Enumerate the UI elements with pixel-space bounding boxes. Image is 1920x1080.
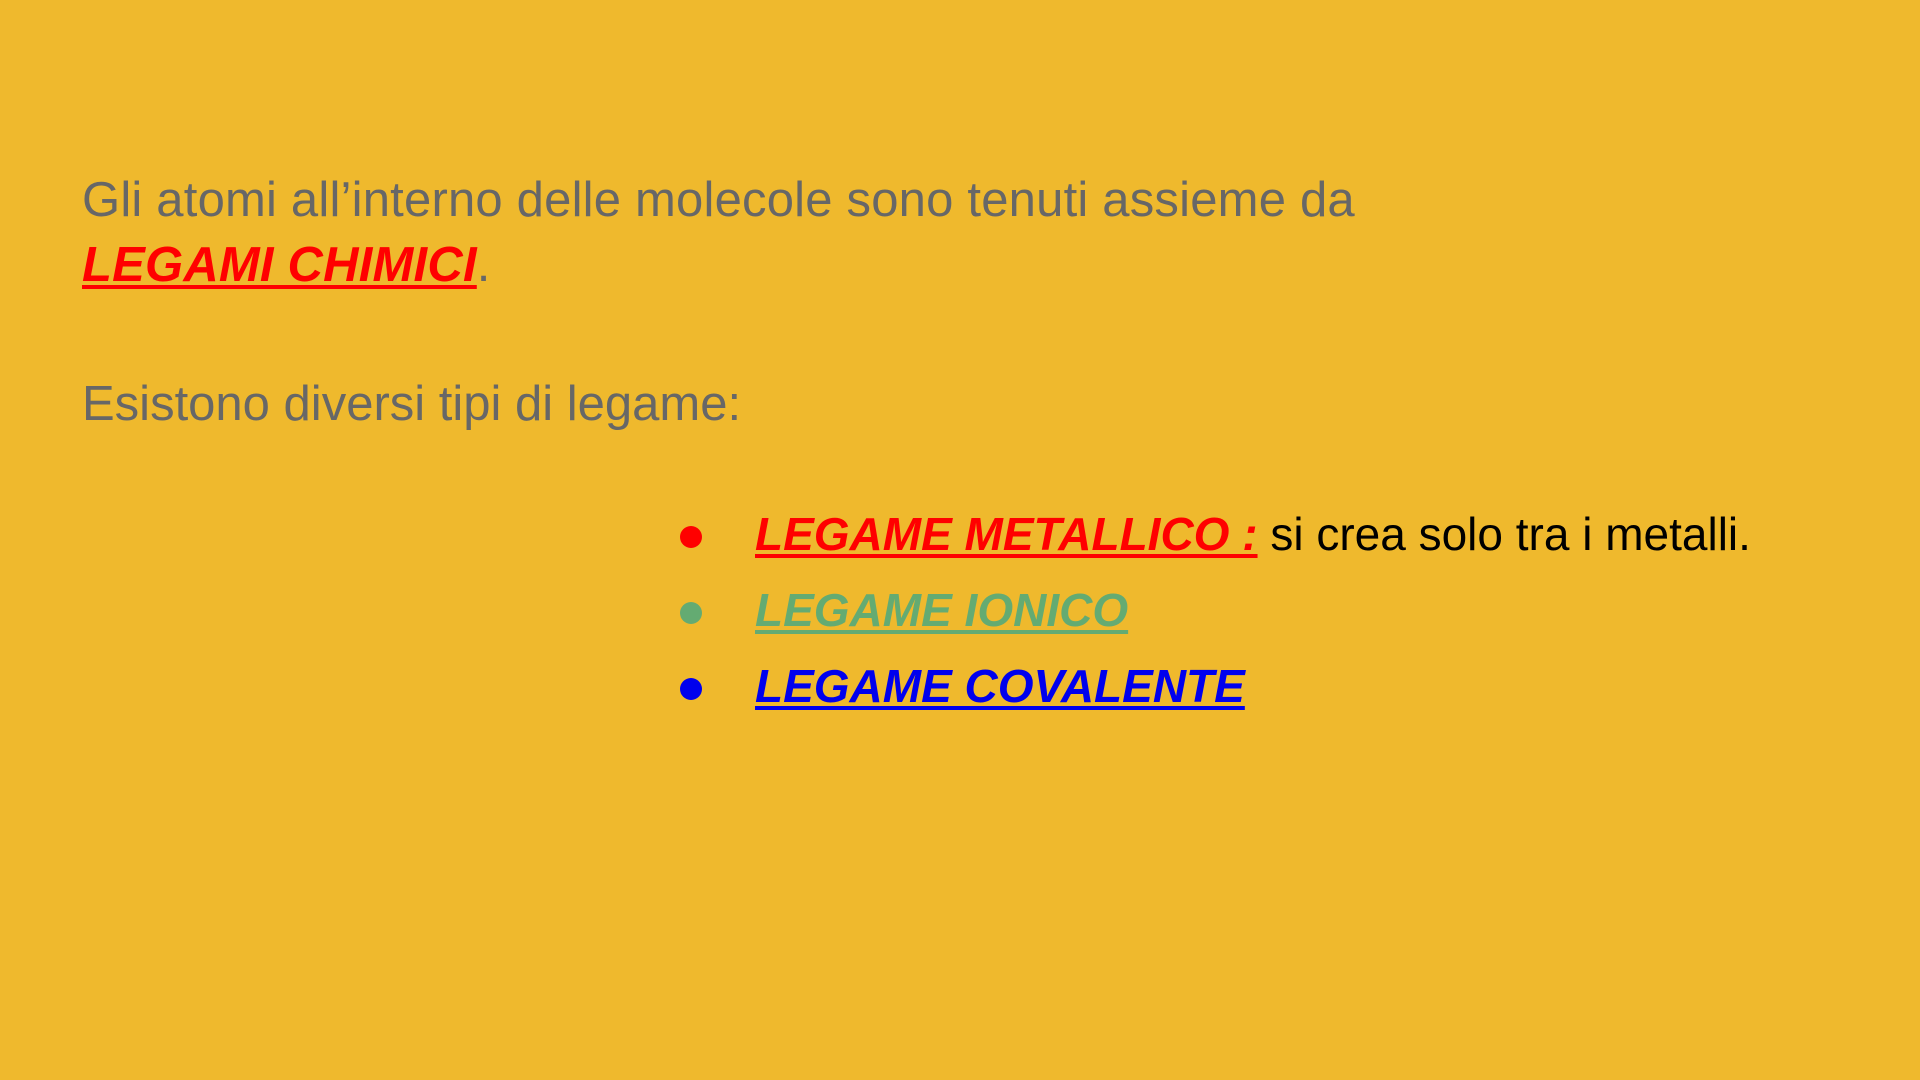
intro-line-2 — [82, 233, 1722, 298]
list-item — [660, 576, 1840, 646]
legami-chimici-emphasis: LEGAMI CHIMICI — [82, 238, 477, 293]
bullet-rest-metallico: si crea solo tra i metalli. — [1257, 508, 1751, 560]
bullet-dot-icon — [680, 526, 702, 548]
intro-secondary-line — [82, 372, 1722, 437]
intro-period: . — [476, 238, 491, 293]
bullet-dot-icon — [680, 602, 702, 624]
bullet-term-metallico: LEGAME METALLICO : — [755, 508, 1258, 560]
bullet-term-covalente: LEGAME COVALENTE — [755, 659, 1245, 712]
legame-types-list — [660, 500, 1840, 728]
list-item — [660, 652, 1840, 722]
intro-line-1-text: Gli atomi all’interno delle molecole sono tenuti assieme da — [82, 173, 1355, 227]
bullet-term-ionico: LEGAME IONICO — [755, 583, 1129, 636]
bullet-dot-icon — [680, 678, 702, 700]
intro-secondary-text: Esistono diversi tipi di legame: — [82, 377, 742, 431]
intro-paragraph — [82, 168, 1722, 298]
list-item — [660, 500, 1840, 570]
intro-line-1 — [82, 168, 1722, 233]
